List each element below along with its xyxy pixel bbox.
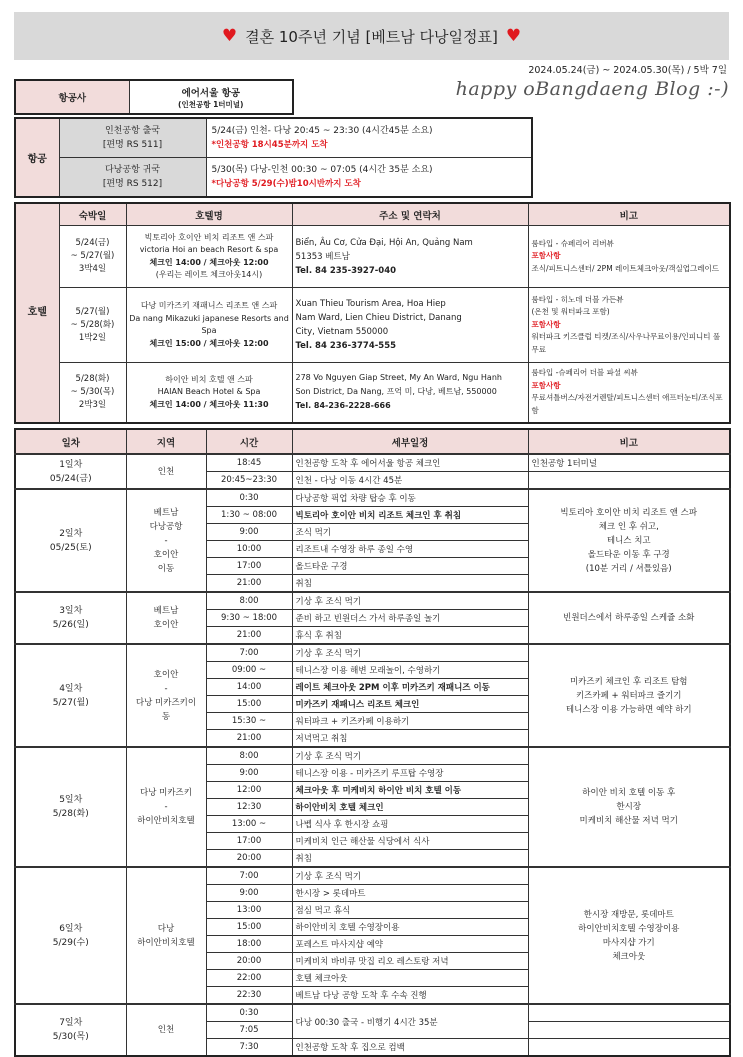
detail-cell: 기상 후 조식 먹기 xyxy=(292,592,528,610)
region-line: 인천 xyxy=(157,1025,175,1035)
day-date: 5/29(수) xyxy=(52,937,89,948)
region-cell xyxy=(126,489,206,592)
day-date: 5/30(목) xyxy=(52,1032,89,1042)
detail-cell: 기상 후 조식 먹기 xyxy=(292,644,528,662)
remark-cell xyxy=(528,1039,730,1057)
detail-cell: 준비 하고 빈원더스 가서 하루종일 놀기 xyxy=(292,610,528,627)
day-cell xyxy=(15,644,126,747)
day-number: 1일차 xyxy=(59,459,83,470)
address-line: Nam Ward, Lien Chieu District, Danang xyxy=(295,313,462,323)
region-line: 다낭 xyxy=(157,923,175,934)
stay-start: 5/24(금) xyxy=(75,238,110,248)
address-line: Biển, Âu Cơ, Cửa Đại, Hội An, Quảng Nam xyxy=(295,237,473,248)
detail-cell: 다낭 00:30 출국 - 비행기 4시간 35분 xyxy=(292,1004,528,1039)
region-line: 인천 xyxy=(157,466,175,477)
included-label: 포함사항 xyxy=(531,319,561,329)
airline-name: 에어서울 항공 xyxy=(181,87,240,99)
time-cell: 13:00 ~ xyxy=(206,816,292,833)
hotel-remarks xyxy=(528,226,730,288)
flight-title: 인천공항 출국 xyxy=(104,126,161,136)
time-cell: 15:00 xyxy=(206,696,292,713)
time-cell: 21:00 xyxy=(206,627,292,645)
time-cell: 21:00 xyxy=(206,575,292,593)
schedule-row xyxy=(15,644,730,662)
region-line: 호이안 xyxy=(153,620,179,630)
region-cell xyxy=(126,454,206,489)
address-line: Son District, Da Nang, 프억 미, 다낭, 베트남, 550000 xyxy=(295,387,497,397)
included-items: 무료셔틀버스/자전거렌탈/피트니스센터 애프터눈티/조식포함 xyxy=(531,393,723,415)
hotel-remarks xyxy=(528,363,730,423)
detail-cell: 조식 먹기 xyxy=(292,524,528,541)
remark-cell xyxy=(528,644,730,747)
day-cell xyxy=(15,454,126,489)
time-cell: 8:00 xyxy=(206,747,292,765)
detail-cell: 인천 - 다낭 이동 4시간 45분 xyxy=(292,472,528,490)
day-date: 5/27(월) xyxy=(52,697,89,708)
flight-title: 다낭공항 귀국 xyxy=(104,165,161,175)
flight-number: [편명 RS 512] xyxy=(102,179,163,189)
room-type: 룸타입 -슈페리어 더블 파셜 씨뷰 xyxy=(531,368,638,378)
region-line: 하이안비치호텔 xyxy=(137,816,195,826)
detail-cell: 기상 후 조식 먹기 xyxy=(292,867,528,885)
detail-cell: 빅토리아 호이안 비치 리조트 체크인 후 취침 xyxy=(292,507,528,524)
region-line: - xyxy=(164,802,168,812)
room-type: 룸타입 - 히노데 더블 가든뷰 xyxy=(531,294,624,304)
day-cell xyxy=(15,747,126,867)
time-cell: 9:00 xyxy=(206,765,292,782)
hotel-dates xyxy=(59,363,126,423)
time-cell: 0:30 xyxy=(206,489,292,507)
time-cell: 14:00 xyxy=(206,679,292,696)
flight-table xyxy=(14,117,533,198)
hotel-header-address: 주소 및 연락처 xyxy=(292,203,528,226)
time-cell: 7:30 xyxy=(206,1039,292,1057)
region-line: 베트남 xyxy=(153,507,179,518)
region-cell xyxy=(126,592,206,644)
detail-cell: 취침 xyxy=(292,850,528,868)
address-line: City, Vietnam 550000 xyxy=(295,327,389,337)
time-cell: 12:30 xyxy=(206,799,292,816)
detail-cell: 기상 후 조식 먹기 xyxy=(292,747,528,765)
airline-terminal: (인천공항 1터미널) xyxy=(178,99,244,109)
schedule-row xyxy=(15,592,730,610)
hotel-tel: Tel. 84-236-2228-666 xyxy=(295,401,391,411)
hotel-name-ko: 빅토리아 호이안 비치 리조트 앤 스파 xyxy=(144,232,274,242)
stay-nights: 3박4일 xyxy=(78,264,107,274)
hotel-name-en: Da nang Mikazuki japanese Resorts and Spa xyxy=(129,313,289,335)
region-line: - xyxy=(164,683,168,694)
flight-title-cell xyxy=(59,118,206,158)
room-type-note: (온천 및 워터파크 포함) xyxy=(531,307,610,317)
day-number: 5일차 xyxy=(59,795,83,805)
detail-cell: 올드타운 구경 xyxy=(292,558,528,575)
hotel-checkin: 체크인 14:00 / 체크아웃 11:30 xyxy=(149,399,269,409)
time-cell: 9:00 xyxy=(206,885,292,902)
region-cell xyxy=(126,747,206,867)
time-cell: 20:00 xyxy=(206,953,292,970)
time-cell: 10:00 xyxy=(206,541,292,558)
stay-nights: 1박2일 xyxy=(78,332,107,343)
airline-name-cell xyxy=(129,80,293,114)
time-cell: 9:00 xyxy=(206,524,292,541)
region-line: 다낭 미카즈키이 xyxy=(135,697,197,708)
flight-title-cell xyxy=(59,158,206,198)
flight-detail-cell xyxy=(206,158,532,198)
hotel-checkin: 체크인 15:00 / 체크아웃 12:00 xyxy=(149,338,269,348)
detail-cell: 한시장 > 롯데마트 xyxy=(292,885,528,902)
remark-line: 빈원더스에서 하루종일 스케쥴 소화 xyxy=(563,613,695,623)
time-cell: 21:00 xyxy=(206,730,292,748)
stay-nights: 2박3일 xyxy=(78,399,107,410)
title-banner xyxy=(14,12,729,60)
remark-line: 빅토리아 호이안 비치 리조트 앤 스파 xyxy=(560,507,698,518)
hotel-remarks xyxy=(528,288,730,363)
day-number: 7일차 xyxy=(59,1018,83,1028)
stay-end: ~ 5/30(목) xyxy=(70,386,115,397)
remark-cell xyxy=(528,867,730,1004)
remark-cell xyxy=(528,1022,730,1039)
remark-line: (10분 거리 / 셔틀있음) xyxy=(585,563,672,574)
detail-cell: 인천공항 도착 후 집으로 컴백 xyxy=(292,1039,528,1057)
day-number: 6일차 xyxy=(59,923,83,934)
region-line: 호이안 xyxy=(153,669,179,680)
remark-line: 테니스장 이용 가능하면 예약 하기 xyxy=(565,704,692,715)
day-date: 5/28(화) xyxy=(52,809,89,819)
stay-start: 5/28(화) xyxy=(75,373,110,384)
region-line: 베트남 xyxy=(153,606,179,616)
schedule-header-day: 일차 xyxy=(15,429,126,454)
time-cell: 17:00 xyxy=(206,558,292,575)
time-cell: 0:30 xyxy=(206,1004,292,1022)
remark-line: 미케비치 해산물 저녁 먹기 xyxy=(579,816,678,826)
remark-cell xyxy=(528,747,730,867)
stay-start: 5/27(월) xyxy=(75,306,110,317)
heart-icon: ♥ xyxy=(221,26,238,46)
trip-dates: 2024.05.24(금) ~ 2024.05.30(목) / 5박 7일 xyxy=(528,65,727,76)
detail-cell: 취침 xyxy=(292,575,528,593)
time-cell: 7:00 xyxy=(206,644,292,662)
schedule-row xyxy=(15,1004,730,1022)
schedule-header-time: 시간 xyxy=(206,429,292,454)
detail-cell: 베트남 다낭 공항 도착 후 수속 진행 xyxy=(292,987,528,1005)
schedule-header-region: 지역 xyxy=(126,429,206,454)
time-cell: 7:00 xyxy=(206,867,292,885)
flight-note: *다낭공항 5/29(수)밤10시반까지 도착 xyxy=(211,179,361,189)
included-label: 포함사항 xyxy=(531,251,561,261)
hotel-table xyxy=(14,202,731,424)
detail-cell: 저녁먹고 취침 xyxy=(292,730,528,748)
hotel-extra: (우리는 레이트 체크아웃14시) xyxy=(155,270,263,279)
day-number: 3일차 xyxy=(59,606,83,616)
schedule-table xyxy=(14,428,731,1057)
flight-detail-cell xyxy=(206,118,532,158)
remark-line: 테니스 치고 xyxy=(606,535,651,546)
remark-line: 한시장 xyxy=(616,802,642,812)
detail-cell: 점심 먹고 휴식 xyxy=(292,902,528,919)
remark-line: 미카즈키 체크인 후 리조트 탐험 xyxy=(569,676,688,687)
flight-schedule: 5/24(금) 인천- 다낭 20:45 ~ 23:30 (4시간45분 소요) xyxy=(211,126,433,136)
detail-cell: 인천공항 도착 후 에어서울 항공 체크인 xyxy=(292,454,528,472)
detail-cell: 워터파크 + 키즈카페 이용하기 xyxy=(292,713,528,730)
region-line: 호이안 xyxy=(153,549,179,560)
detail-cell: 레이트 체크아웃 2PM 이후 미카즈키 재패니즈 이동 xyxy=(292,679,528,696)
detail-cell: 체크아웃 후 미케비치 하이안 비치 호텔 이동 xyxy=(292,782,528,799)
day-date: 5/26(일) xyxy=(52,620,89,630)
remark-line: 키즈카페 + 워터파크 즐기기 xyxy=(575,690,682,701)
schedule-row xyxy=(15,747,730,765)
hotel-checkin: 체크인 14:00 / 체크아웃 12:00 xyxy=(149,257,269,267)
detail-cell: 포레스트 마사지샵 예약 xyxy=(292,936,528,953)
time-cell: 7:05 xyxy=(206,1022,292,1039)
remark-line: 체크아웃 xyxy=(612,951,646,962)
hotel-header-name: 호텔명 xyxy=(126,203,292,226)
time-cell: 09:00 ~ xyxy=(206,662,292,679)
hotel-tel: Tel. 84 236-3774-555 xyxy=(295,341,397,351)
hotel-name-ko: 다낭 미카즈키 재패니스 리조트 앤 스파 xyxy=(140,301,278,310)
time-cell: 20:45~23:30 xyxy=(206,472,292,490)
included-label: 포함사항 xyxy=(531,380,561,390)
region-line: 다낭 미카즈키 xyxy=(140,788,192,798)
remark-cell xyxy=(528,489,730,592)
hotel-address xyxy=(292,288,528,363)
day-number: 2일차 xyxy=(59,528,83,539)
detail-cell: 다낭공항 픽업 차량 탑승 후 이동 xyxy=(292,489,528,507)
remark-cell: 인천공항 1터미널 xyxy=(528,454,730,472)
detail-cell: 미케비치 인근 해산물 식당에서 식사 xyxy=(292,833,528,850)
time-cell: 20:00 xyxy=(206,850,292,868)
detail-cell: 호텔 체크아웃 xyxy=(292,970,528,987)
remark-cell xyxy=(528,1004,730,1022)
remark-cell xyxy=(528,592,730,644)
time-cell: 15:30 ~ xyxy=(206,713,292,730)
detail-cell: 휴식 후 취침 xyxy=(292,627,528,645)
remark-line: 하이안비치호텔 수영장이용 xyxy=(578,923,680,934)
time-cell: 9:30 ~ 18:00 xyxy=(206,610,292,627)
schedule-row xyxy=(15,454,730,472)
hotel-name xyxy=(126,363,292,423)
detail-cell: 리조트내 수영장 하루 종일 수영 xyxy=(292,541,528,558)
time-cell: 22:30 xyxy=(206,987,292,1005)
hotel-name xyxy=(126,226,292,288)
hotel-header-remarks: 비고 xyxy=(528,203,730,226)
flight-note: *인천공항 18시45분까지 도착 xyxy=(211,140,328,150)
detail-cell: 하이안비치 호텔 수영장이용 xyxy=(292,919,528,936)
region-line: 동 xyxy=(161,711,171,722)
time-cell: 15:00 xyxy=(206,919,292,936)
remark-line: 하이안 비치 호텔 이동 후 xyxy=(582,788,676,798)
day-date: 05/25(토) xyxy=(49,542,92,553)
remark-line: 마사지샵 가기 xyxy=(602,937,655,948)
region-cell xyxy=(126,644,206,747)
address-line: 51353 베트남 xyxy=(295,251,350,262)
hotel-address xyxy=(292,226,528,288)
time-cell: 8:00 xyxy=(206,592,292,610)
detail-cell: 테니스장 이용 - 미카즈키 루프탑 수영장 xyxy=(292,765,528,782)
day-date: 05/24(금) xyxy=(49,473,92,484)
time-cell: 13:00 xyxy=(206,902,292,919)
remark-cell xyxy=(528,472,730,490)
stay-end: ~ 5/28(화) xyxy=(70,319,115,330)
region-cell xyxy=(126,1004,206,1056)
remark-line: 체크 인 후 쉬고, xyxy=(598,521,659,532)
time-cell: 22:00 xyxy=(206,970,292,987)
time-cell: 18:00 xyxy=(206,936,292,953)
detail-cell: 미카즈키 재패니스 리조트 체크인 xyxy=(292,696,528,713)
hotel-header-dates: 숙박일 xyxy=(59,203,126,226)
day-cell xyxy=(15,867,126,1004)
day-cell xyxy=(15,1004,126,1056)
stay-end: ~ 5/27(월) xyxy=(70,251,115,261)
flight-section-label: 항공 xyxy=(15,118,59,197)
hotel-name-ko: 하이안 비치 호텔 앤 스파 xyxy=(165,374,253,384)
hotel-name-en: victoria Hoi an beach Resort & spa xyxy=(139,245,279,254)
airline-table xyxy=(14,79,294,115)
included-items: 조식/피트니스센터/ 2PM 레이트체크아웃/객실업그레이드 xyxy=(531,263,720,273)
day-cell xyxy=(15,489,126,592)
hotel-tel: Tel. 84 235-3927-040 xyxy=(295,265,397,276)
region-line: 하이안비치호텔 xyxy=(137,937,195,948)
detail-cell: 테니스장 이용 해변 모래놀이, 수영하기 xyxy=(292,662,528,679)
time-cell: 18:45 xyxy=(206,454,292,472)
remark-line: 한시장 재방문, 롯데마트 xyxy=(583,909,674,920)
hotel-dates xyxy=(59,288,126,363)
region-line: 다낭공항 xyxy=(149,521,183,532)
remark-line: 올드타운 이동 후 구경 xyxy=(587,549,670,560)
hotel-dates xyxy=(59,226,126,288)
blog-signature: happy oBangdaeng Blog :-) xyxy=(455,78,729,100)
page-title: 결혼 10주년 기념 [베트남 다낭일정표] xyxy=(245,27,498,46)
region-cell xyxy=(126,867,206,1004)
schedule-row xyxy=(15,489,730,507)
day-cell xyxy=(15,592,126,644)
time-cell: 12:00 xyxy=(206,782,292,799)
hotel-name-en: HAIAN Beach Hotel & Spa xyxy=(157,387,261,396)
address-line: 278 Vo Nguyen Giap Street, My An Ward, Ngu Hanh xyxy=(295,373,502,383)
time-cell: 1:30 ~ 08:00 xyxy=(206,507,292,524)
schedule-header-detail: 세부일정 xyxy=(292,429,528,454)
flight-schedule: 5/30(목) 다낭-인천 00:30 ~ 07:05 (4시간 35분 소요) xyxy=(211,165,433,175)
airline-label: 항공사 xyxy=(15,80,129,114)
schedule-header-remarks: 비고 xyxy=(528,429,730,454)
address-line: Xuan Thieu Tourism Area, Hoa Hiep xyxy=(295,299,446,309)
room-type: 룸타입 - 슈페리어 리버뷰 xyxy=(531,238,614,248)
included-items: 워터파크 키즈클럽 티켓/조식/사우나무료이용/인피니티 풀 무료 xyxy=(531,332,721,354)
time-cell: 17:00 xyxy=(206,833,292,850)
detail-cell: 하이안비치 호텔 체크인 xyxy=(292,799,528,816)
detail-cell: 미케비치 바비큐 맛집 리오 레스토랑 저녁 xyxy=(292,953,528,970)
heart-icon: ♥ xyxy=(505,26,522,46)
schedule-row xyxy=(15,867,730,885)
region-line: - xyxy=(164,535,168,546)
detail-cell: 나벱 식사 후 한시장 쇼핑 xyxy=(292,816,528,833)
region-line: 이동 xyxy=(157,563,175,574)
hotel-section-label: 호텔 xyxy=(15,203,59,423)
hotel-name xyxy=(126,288,292,363)
flight-number: [편명 RS 511] xyxy=(102,140,163,150)
hotel-address xyxy=(292,363,528,423)
day-number: 4일차 xyxy=(59,683,83,694)
